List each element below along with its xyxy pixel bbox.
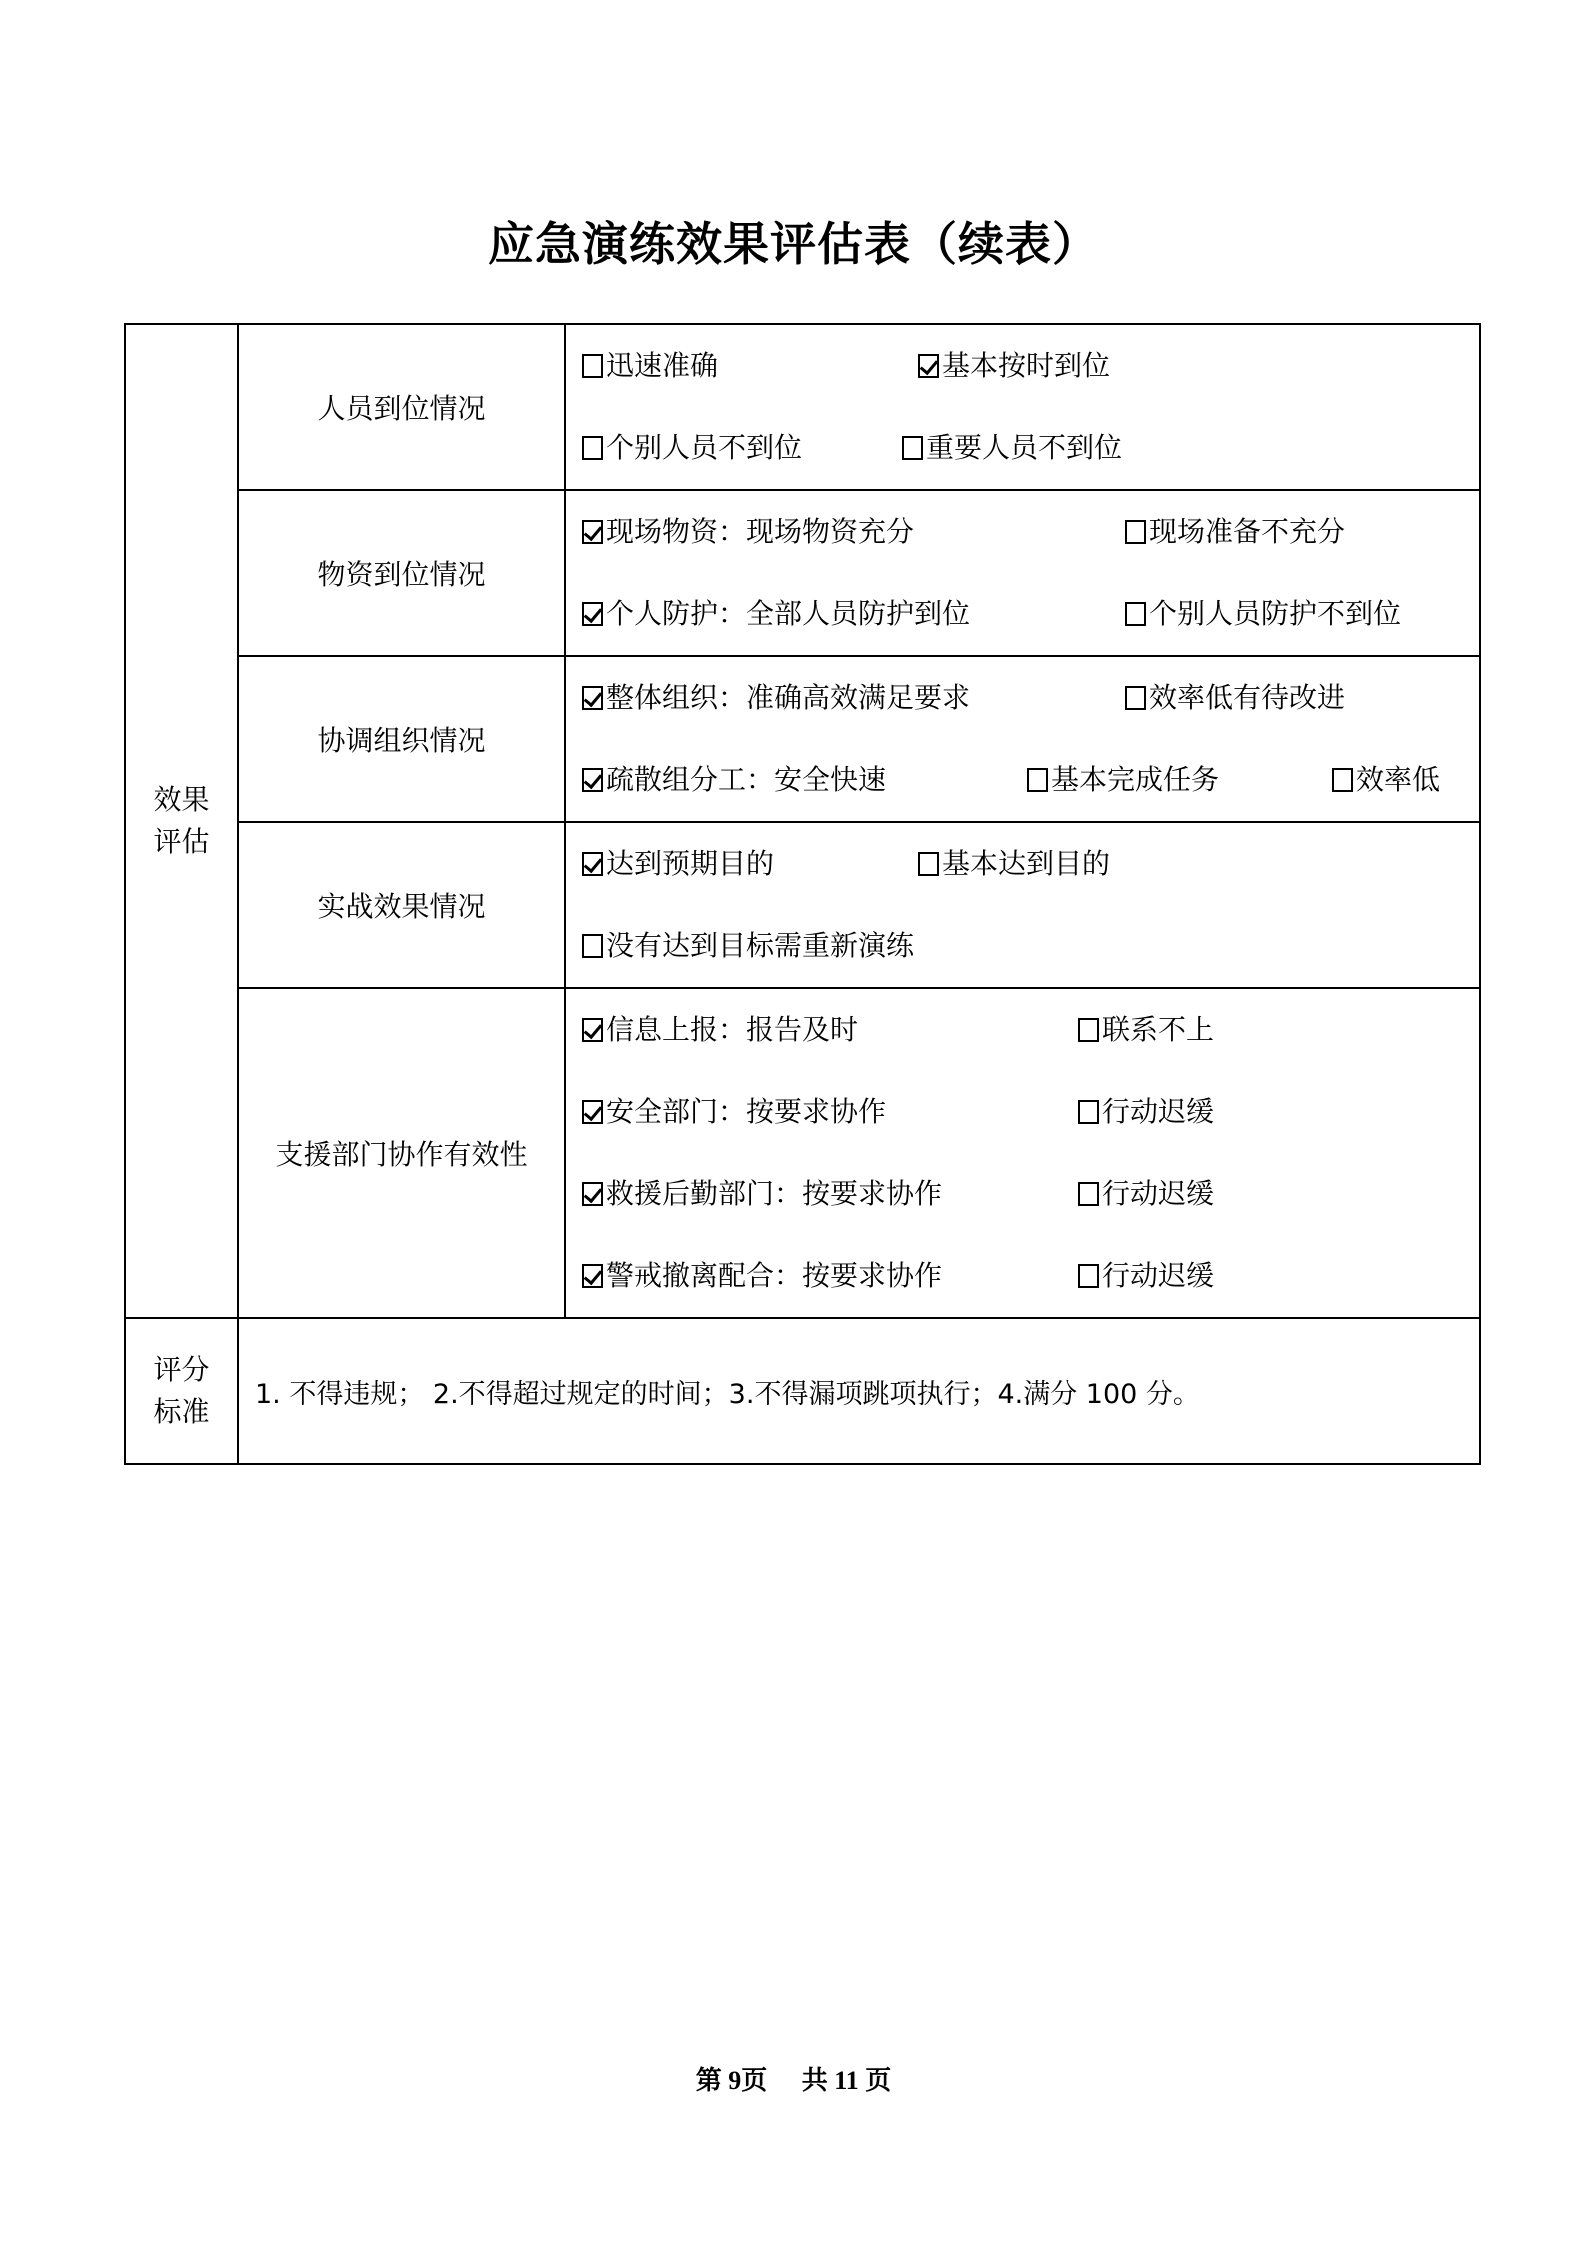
checkbox-checked-icon[interactable] (582, 602, 603, 626)
item-label: 人员到位情况 (238, 324, 565, 490)
checkbox-label: 达到预期目的 (606, 847, 775, 880)
option-line (582, 325, 1479, 407)
checkbox-label: 没有达到目标需重新演练 (606, 929, 915, 962)
checkbox-label: 救援后勤部门：按要求协作 (606, 1177, 943, 1210)
section-label-line2: 评估 (153, 825, 210, 858)
checkbox-label: 重要人员不到位 (926, 431, 1123, 464)
checkbox-label: 基本达到目的 (942, 847, 1111, 880)
checkbox-unchecked-icon[interactable] (1027, 768, 1048, 792)
checkbox-option[interactable] (1078, 1071, 1214, 1153)
checkbox-label: 基本完成任务 (1051, 763, 1220, 796)
checkbox-option[interactable] (1125, 573, 1401, 655)
scoring-label-line1: 评分 (153, 1353, 210, 1386)
checkbox-option[interactable] (1125, 657, 1345, 739)
checkbox-checked-icon[interactable] (582, 686, 603, 710)
options-cell (565, 988, 1480, 1318)
row-support-departments (125, 988, 1480, 1318)
options-cell (565, 822, 1480, 988)
row-materials (125, 490, 1480, 656)
checkbox-label: 疏散组分工：安全快速 (606, 763, 887, 796)
checkbox-option[interactable] (1078, 1235, 1214, 1317)
evaluation-table (124, 323, 1481, 1465)
checkbox-label: 行动迟缓 (1102, 1095, 1215, 1128)
checkbox-checked-icon[interactable] (918, 354, 939, 378)
checkbox-option[interactable] (918, 823, 1110, 905)
item-label: 物资到位情况 (238, 490, 565, 656)
checkbox-unchecked-icon[interactable] (1125, 602, 1146, 626)
checkbox-option[interactable] (1027, 739, 1219, 821)
scoring-label-line2: 标准 (153, 1395, 210, 1428)
checkbox-unchecked-icon[interactable] (582, 436, 603, 460)
checkbox-checked-icon[interactable] (582, 1264, 603, 1288)
checkbox-option[interactable] (918, 325, 1110, 407)
checkbox-label: 效率低 (1356, 763, 1441, 796)
item-label: 实战效果情况 (238, 822, 565, 988)
checkbox-checked-icon[interactable] (582, 520, 603, 544)
row-actual-effect (125, 822, 1480, 988)
row-personnel (125, 324, 1480, 490)
checkbox-option[interactable] (582, 407, 802, 489)
checkbox-unchecked-icon[interactable] (1125, 520, 1146, 544)
checkbox-label: 个人防护：全部人员防护到位 (606, 597, 971, 630)
checkbox-option[interactable] (582, 325, 718, 407)
option-line (582, 1071, 1479, 1153)
page-number: 第 9页 (695, 2066, 768, 2095)
checkbox-label: 基本按时到位 (942, 349, 1111, 382)
checkbox-option[interactable] (1332, 739, 1440, 821)
checkbox-label: 个别人员不到位 (606, 431, 803, 464)
checkbox-label: 效率低有待改进 (1149, 681, 1346, 714)
checkbox-label: 迅速准确 (606, 349, 719, 382)
option-line (582, 407, 1479, 489)
option-line (582, 823, 1479, 905)
checkbox-option[interactable] (582, 573, 970, 655)
row-scoring (125, 1318, 1480, 1464)
checkbox-label: 现场物资：现场物资充分 (606, 515, 915, 548)
checkbox-unchecked-icon[interactable] (1332, 768, 1353, 792)
checkbox-label: 信息上报：报告及时 (606, 1013, 859, 1046)
checkbox-option[interactable] (1125, 491, 1345, 573)
checkbox-unchecked-icon[interactable] (902, 436, 923, 460)
checkbox-unchecked-icon[interactable] (1078, 1100, 1099, 1124)
checkbox-checked-icon[interactable] (582, 1018, 603, 1042)
checkbox-option[interactable] (582, 1071, 886, 1153)
option-line (582, 989, 1479, 1071)
checkbox-option[interactable] (582, 989, 858, 1071)
checkbox-option[interactable] (582, 657, 970, 739)
checkbox-unchecked-icon[interactable] (1078, 1182, 1099, 1206)
checkbox-option[interactable] (582, 739, 886, 821)
page-title: 应急演练效果评估表（续表） (488, 217, 1099, 271)
scoring-criteria: 1. 不得违规； 2.不得超过规定的时间；3.不得漏项跳项执行；4.满分 100 分。 (238, 1318, 1480, 1464)
checkbox-option[interactable] (582, 823, 774, 905)
checkbox-label: 警戒撤离配合：按要求协作 (606, 1259, 943, 1292)
checkbox-label: 行动迟缓 (1102, 1177, 1215, 1210)
option-line (582, 1235, 1479, 1317)
options-cell (565, 490, 1480, 656)
option-line (582, 739, 1479, 821)
checkbox-label: 整体组织：准确高效满足要求 (606, 681, 971, 714)
page-footer (0, 2060, 1587, 2097)
checkbox-label: 联系不上 (1102, 1013, 1215, 1046)
checkbox-checked-icon[interactable] (582, 1182, 603, 1206)
checkbox-checked-icon[interactable] (582, 852, 603, 876)
checkbox-label: 个别人员防护不到位 (1149, 597, 1402, 630)
option-line (582, 491, 1479, 573)
option-line (582, 573, 1479, 655)
checkbox-option[interactable] (902, 407, 1122, 489)
checkbox-option[interactable] (582, 905, 914, 987)
checkbox-label: 现场准备不充分 (1149, 515, 1346, 548)
checkbox-label: 安全部门：按要求协作 (606, 1095, 887, 1128)
item-label: 支援部门协作有效性 (238, 988, 565, 1318)
checkbox-option[interactable] (582, 1153, 942, 1235)
section-label-effect (125, 324, 238, 1318)
checkbox-option[interactable] (582, 1235, 942, 1317)
option-line (582, 657, 1479, 739)
option-line (582, 1153, 1479, 1235)
checkbox-unchecked-icon[interactable] (582, 934, 603, 958)
checkbox-unchecked-icon[interactable] (918, 852, 939, 876)
row-coordination (125, 656, 1480, 822)
checkbox-option[interactable] (1078, 989, 1214, 1071)
checkbox-option[interactable] (582, 491, 914, 573)
checkbox-option[interactable] (1078, 1153, 1214, 1235)
checkbox-unchecked-icon[interactable] (1078, 1264, 1099, 1288)
option-line (582, 905, 1479, 987)
checkbox-checked-icon[interactable] (582, 1100, 603, 1124)
page-total: 共 11 页 (801, 2066, 892, 2095)
checkbox-checked-icon[interactable] (582, 768, 603, 792)
options-cell (565, 656, 1480, 822)
section-label-line1: 效果 (153, 783, 210, 816)
checkbox-unchecked-icon[interactable] (1078, 1018, 1099, 1042)
options-cell (565, 324, 1480, 490)
checkbox-unchecked-icon[interactable] (1125, 686, 1146, 710)
item-label: 协调组织情况 (238, 656, 565, 822)
scoring-label (125, 1318, 238, 1464)
checkbox-unchecked-icon[interactable] (582, 354, 603, 378)
checkbox-label: 行动迟缓 (1102, 1259, 1215, 1292)
